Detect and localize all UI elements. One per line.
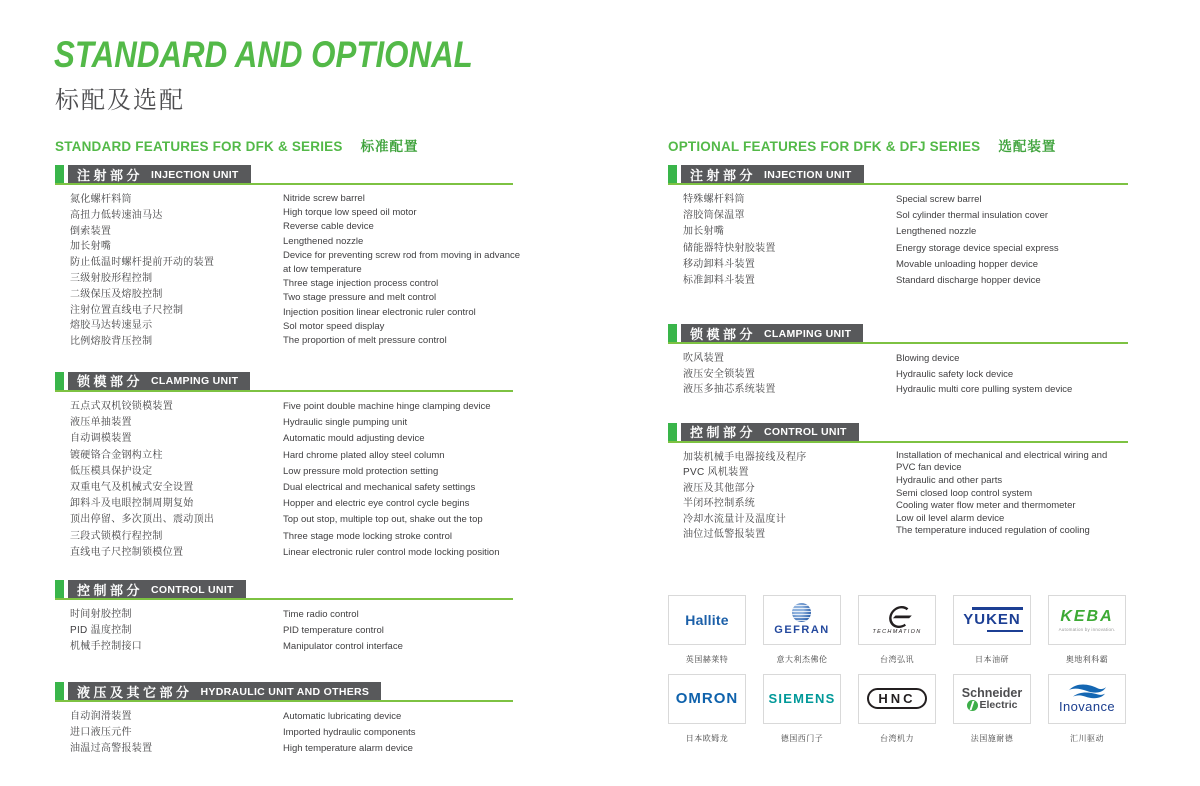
feature-zh-line: 特殊螺杆料筒 (683, 194, 745, 205)
schneider-electric-icon (967, 700, 978, 711)
brand-caption-techmation: 台湾弘讯 (880, 654, 914, 664)
gefran-logo (774, 603, 829, 636)
feature-zh-line: 顶出停留、多次顶出、震动顶出 (70, 514, 215, 526)
feature-en-line: Time radio control (283, 609, 359, 620)
section-header (668, 324, 1128, 344)
section-header-bar (68, 580, 246, 598)
section-title-en: HYDRAULIC UNIT AND OTHERS (200, 685, 370, 698)
feature-list-en (896, 450, 1128, 543)
feature-zh-line: 熔胶马达转速显示 (70, 320, 153, 332)
brand-logo-omron (668, 674, 746, 724)
feature-zh-line: PVC 风机装置 (683, 467, 749, 479)
siemens-wordmark: SIEMENS (768, 691, 836, 707)
section-title-en: CLAMPING UNIT (764, 327, 852, 340)
feature-list-en (283, 607, 513, 655)
feature-list-en (283, 399, 513, 561)
feature-en-line: Dual electrical and mechanical safety settings (283, 481, 476, 493)
feature-zh-line: 机械手控制接口 (70, 641, 143, 652)
inovance-wordmark: Inovance (1059, 698, 1115, 714)
brand-cell-keba (1048, 595, 1126, 665)
feature-zh-line: 卸料斗及电眼控制周期复始 (70, 498, 194, 510)
yuken-underline (987, 630, 1023, 633)
feature-en-line: Hydraulic safety lock device (896, 368, 1014, 380)
section-header-bar (68, 682, 381, 700)
feature-en-line: Hopper and electric eye control cycle begins (283, 498, 470, 510)
green-square-icon (55, 165, 64, 183)
brand-cell-hallite (668, 595, 746, 665)
keba-tagline: Automation by innovation. (1058, 626, 1116, 632)
feature-zh-line: 溶胶筒保温罩 (683, 210, 745, 222)
feature-zh-line: 储能器特快射胶装置 (683, 242, 776, 254)
brand-logo-gefran (763, 595, 841, 645)
opt-section-clamping-unit (668, 324, 1128, 398)
feature-zh-line: 冷却水流量计及温度计 (683, 513, 786, 525)
feature-list-en (283, 709, 513, 757)
feature-en-line: High temperature alarm device (283, 743, 413, 754)
feature-en-line: The proportion of melt pressure control (283, 335, 447, 347)
section-header (55, 682, 513, 702)
feature-zh-line: 防止低温时螺杆提前开动的装置 (70, 257, 215, 269)
section-header (55, 165, 513, 185)
feature-en-line: Hydraulic single pumping unit (283, 417, 408, 429)
brand-caption-omron: 日本欧姆龙 (685, 733, 729, 743)
section-title-zh: 注射部分 (77, 167, 144, 183)
page-title: STANDARD AND OPTIONAL (54, 34, 473, 76)
feature-en-line: Standard discharge hopper device (896, 275, 1041, 287)
brand-cell-inovance (1048, 674, 1126, 744)
feature-zh-line: PID 温度控制 (70, 625, 132, 636)
feature-en-line: Installation of mechanical and electrical wiring and (896, 449, 1108, 461)
supplier-brand-grid (668, 595, 1128, 753)
feature-zh-line: 吹风装置 (683, 353, 725, 365)
brand-cell-yuken (953, 595, 1031, 665)
section-body (55, 600, 513, 655)
opt-section-control-unit (668, 423, 1128, 543)
feature-en-line: Automatic mould adjusting device (283, 433, 425, 445)
section-title-zh: 注射部分 (690, 167, 757, 183)
keba-wordmark: KEBA (1060, 607, 1114, 625)
feature-en-line: Low oil level alarm device (896, 512, 1005, 524)
feature-zh-line: 二级保压及熔胶控制 (70, 288, 163, 300)
feature-zh-line: 倒索装置 (70, 225, 112, 237)
section-header-bar (681, 423, 859, 441)
brand-logo-techmation (858, 595, 936, 645)
feature-en-line: Special screw barrel (896, 194, 982, 205)
feature-list-zh (683, 351, 896, 398)
feature-en-line: Three stage injection process control (283, 278, 439, 290)
brand-logo-inovance (1048, 674, 1126, 724)
feature-zh-line: 时间射胶控制 (70, 609, 132, 620)
feature-zh-line: 氮化螺杆料筒 (70, 194, 132, 205)
feature-en-line: Automatic lubricating device (283, 711, 402, 722)
feature-zh-line: 油温过高警报装置 (70, 743, 153, 754)
inovance-logo (1059, 684, 1115, 714)
standard-column-heading (55, 135, 513, 152)
section-body (55, 392, 513, 561)
brand-logo-hnc (858, 674, 936, 724)
section-header-bar (68, 165, 251, 183)
feature-en-line: Low pressure mold protection setting (283, 465, 439, 477)
brand-logo-yuken (953, 595, 1031, 645)
brand-logo-keba (1048, 595, 1126, 645)
section-title-zh: 锁模部分 (690, 326, 757, 342)
feature-en-line: Sol cylinder thermal insulation cover (896, 210, 1049, 222)
feature-zh-line: 标准卸料斗装置 (683, 275, 756, 287)
feature-en-line: Manipulator control interface (283, 641, 403, 652)
hallite-wordmark: Hallite (685, 611, 729, 628)
feature-zh-line: 双重电气及机械式安全设置 (70, 481, 194, 493)
feature-list-zh (70, 607, 283, 655)
feature-en-line: Blowing device (896, 353, 960, 365)
green-square-icon (55, 580, 64, 598)
feature-zh-line: 高扭力低转速油马达 (70, 209, 163, 221)
feature-zh-line: 加长射嘴 (70, 241, 112, 253)
section-title-zh: 液压及其它部分 (77, 684, 193, 700)
brand-cell-schneider (953, 674, 1031, 744)
section-header (55, 372, 513, 392)
section-title-zh: 控制部分 (77, 582, 144, 598)
feature-zh-line: 低压模具保护设定 (70, 465, 153, 477)
hnc-wordmark: HNC (867, 688, 926, 709)
techmation-wordmark: TECHMATION (872, 628, 922, 635)
feature-en-line: Device for preventing screw rod from moving in advance (283, 249, 521, 261)
section-body (668, 185, 1128, 289)
feature-en-line: Lengthened nozzle (896, 226, 977, 238)
feature-en-line: Two stage pressure and melt control (283, 292, 437, 304)
feature-en-line: High torque low speed oil motor (283, 207, 417, 219)
section-title-en: INJECTION UNIT (764, 168, 852, 181)
techmation-logo (873, 605, 922, 635)
std-section-clamping-unit (55, 372, 513, 561)
omron-wordmark: OMRON (675, 690, 739, 708)
schneider-electric-text: Electric (979, 699, 1018, 712)
feature-zh-line: 液压安全锁装置 (683, 368, 756, 380)
section-header-bar (68, 372, 250, 390)
feature-en-line: Sol motor speed display (283, 320, 385, 332)
green-square-icon (668, 165, 677, 183)
feature-en-line: Cooling water flow meter and thermometer (896, 500, 1076, 512)
section-title-en: CLAMPING UNIT (151, 375, 239, 388)
section-header-bar (681, 324, 863, 342)
keba-logo (1059, 608, 1116, 632)
schneider-wordmark: Schneider (961, 686, 1023, 701)
feature-zh-line: 进口液压元件 (70, 727, 132, 738)
techmation-g-icon (879, 605, 914, 629)
feature-en-line: Injection position linear electronic ruler control (283, 306, 476, 318)
standard-sections (55, 165, 521, 757)
feature-zh-line: 液压单抽装置 (70, 417, 132, 429)
brand-cell-omron (668, 674, 746, 744)
feature-zh-line: 注射位置直线电子尺控制 (70, 304, 184, 316)
brand-caption-siemens: 德国西门子 (780, 733, 824, 743)
gefran-wordmark: GEFRAN (774, 624, 830, 637)
feature-en-line: Hydraulic multi core pulling system device (896, 384, 1073, 396)
feature-zh-line: 直线电子尺控制锁模位置 (70, 546, 184, 558)
optional-heading-zh: 选配装置 (998, 139, 1057, 154)
gefran-globe-icon (792, 603, 811, 622)
optional-column-heading (668, 135, 1128, 152)
section-header (668, 165, 1128, 185)
section-body (55, 702, 513, 757)
feature-list-zh (683, 450, 896, 543)
schneider-electric-line (967, 699, 1018, 711)
section-header-bar (681, 165, 864, 183)
yuken-overline (972, 607, 1023, 610)
feature-zh-line: 加装机械手电器接线及程序 (683, 451, 807, 463)
feature-list-en (896, 192, 1128, 289)
brand-caption-inovance: 汇川驱动 (1070, 733, 1104, 743)
feature-zh-line: 移动卸料斗装置 (683, 258, 756, 270)
feature-list-zh (70, 709, 283, 757)
feature-en-line: Top out stop, multiple top out, shake out the top (283, 514, 483, 526)
green-square-icon (55, 682, 64, 700)
feature-zh-line: 比例熔胶背压控制 (70, 336, 153, 348)
feature-en-line: Hydraulic and other parts (896, 474, 1003, 486)
feature-list-zh (70, 399, 283, 561)
feature-en-line: The temperature induced regulation of cooling (896, 525, 1090, 537)
feature-en-line: PID temperature control (283, 625, 384, 636)
yuken-logo (961, 607, 1023, 632)
feature-zh-line: 加长射嘴 (683, 226, 725, 238)
std-section-hydraulic-unit-and-others (55, 682, 513, 757)
section-title-zh: 控制部分 (690, 425, 757, 441)
feature-en-line: Imported hydraulic components (283, 727, 416, 738)
feature-zh-line: 液压多抽芯系统装置 (683, 384, 776, 396)
feature-list-en (283, 192, 520, 350)
section-body (55, 185, 521, 350)
brand-logo-siemens (763, 674, 841, 724)
brand-cell-gefran (763, 595, 841, 665)
green-square-icon (55, 372, 64, 390)
feature-en-line: Lengthened nozzle (283, 235, 364, 247)
feature-en-line: at low temperature (283, 264, 362, 276)
feature-en-line: Reverse cable device (283, 221, 374, 233)
feature-en-line: Hard chrome plated alloy steel column (283, 449, 445, 461)
optional-heading-en: OPTIONAL FEATURES FOR DFK & DFJ SERIES (668, 139, 981, 154)
std-section-control-unit (55, 580, 513, 655)
schneider-logo (962, 686, 1022, 711)
feature-zh-line: 镀硬铬合金钢构立柱 (70, 449, 163, 461)
feature-list-zh (683, 192, 896, 289)
green-square-icon (668, 423, 677, 441)
brand-caption-hnc: 台湾机力 (880, 733, 914, 743)
brand-logo-schneider (953, 674, 1031, 724)
feature-en-line: Energy storage device special express (896, 242, 1059, 254)
feature-zh-line: 油位过低警报装置 (683, 529, 766, 541)
section-body (668, 344, 1128, 398)
feature-en-line: Three stage mode locking stroke control (283, 530, 452, 542)
section-title-en: INJECTION UNIT (151, 168, 239, 181)
brand-caption-hallite: 英国赫莱特 (685, 654, 729, 664)
feature-list-zh (70, 192, 283, 350)
feature-list-en (896, 351, 1128, 398)
opt-section-injection-unit (668, 165, 1128, 289)
section-title-zh: 锁模部分 (77, 374, 144, 390)
brand-cell-techmation (858, 595, 936, 665)
page-subtitle-zh: 标配及选配 (55, 87, 185, 114)
yuken-wordmark: YUKEN (963, 611, 1021, 629)
brand-caption-keba: 奥地利科霸 (1065, 654, 1109, 664)
section-body (668, 443, 1128, 543)
feature-zh-line: 自动润滑装置 (70, 711, 132, 722)
feature-zh-line: 半闭环控制系统 (683, 498, 756, 510)
optional-features-column (668, 130, 1128, 753)
feature-en-line: Nitride screw barrel (283, 193, 365, 204)
standard-heading-en: STANDARD FEATURES FOR DFK & SERIES (55, 139, 343, 154)
feature-zh-line: 自动调模装置 (70, 433, 132, 445)
brand-cell-hnc (858, 674, 936, 744)
feature-en-line: Movable unloading hopper device (896, 258, 1039, 270)
standard-features-column (55, 130, 521, 757)
brand-caption-yuken: 日本油研 (975, 654, 1009, 664)
feature-en-line: Linear electronic ruler control mode locking position (283, 546, 500, 558)
brand-caption-gefran: 意大利杰佛伦 (776, 654, 828, 664)
standard-heading-zh: 标准配置 (360, 139, 419, 154)
brand-logo-hallite (668, 595, 746, 645)
section-header (668, 423, 1128, 443)
section-header (55, 580, 513, 600)
green-square-icon (668, 324, 677, 342)
section-title-en: CONTROL UNIT (764, 426, 847, 439)
inovance-waves-icon (1067, 684, 1107, 700)
feature-en-line: Five point double machine hinge clamping device (283, 400, 491, 412)
feature-zh-line: 三段式锁模行程控制 (70, 530, 163, 542)
feature-en-line: Semi closed loop control system (896, 487, 1033, 499)
section-title-en: CONTROL UNIT (151, 583, 234, 596)
feature-zh-line: 三级射胶形程控制 (70, 272, 153, 284)
brand-caption-schneider: 法国施耐德 (970, 733, 1014, 743)
optional-sections (668, 165, 1128, 543)
brand-cell-siemens (763, 674, 841, 744)
feature-zh-line: 五点式双机铰锁模装置 (70, 400, 173, 412)
std-section-injection-unit (55, 165, 521, 350)
feature-en-line: PVC fan device (896, 462, 962, 474)
feature-zh-line: 液压及其他部分 (683, 482, 756, 494)
